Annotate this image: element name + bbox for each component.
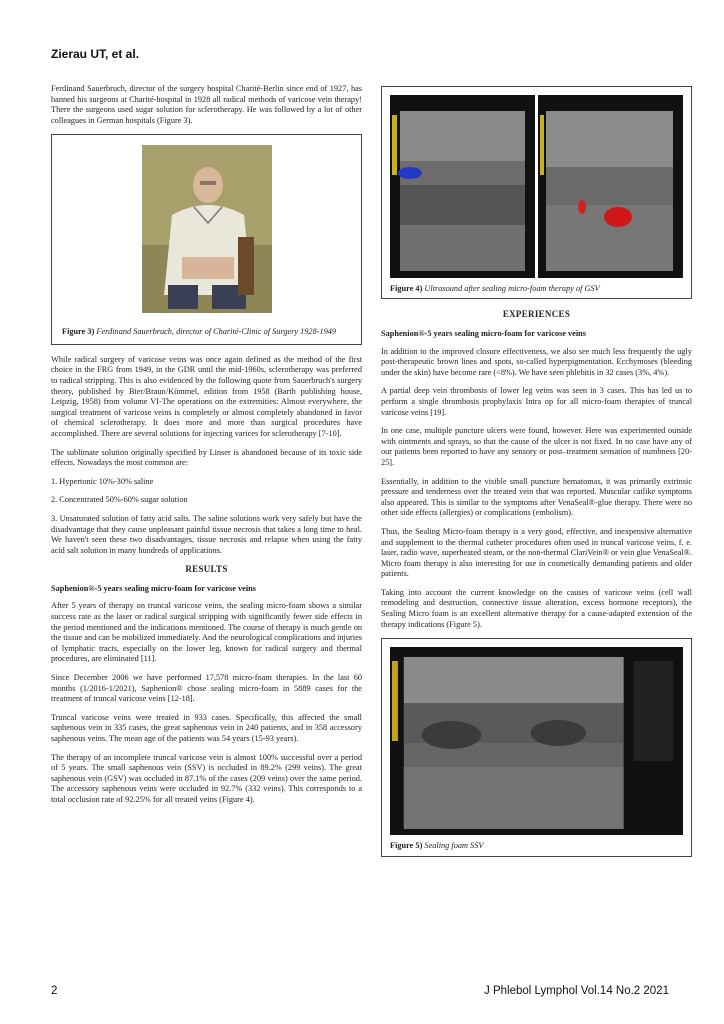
ultrasound-right-panel xyxy=(538,95,683,278)
results-paragraph-2: Since December 2006 we have performed 17,578 micro-foam therapies. In the last 60 months (1/2016-1/2021), Saphenion® chose sealing micro-foam in 5889 cases for the treatment of truncal varicose veins [12-18]. xyxy=(51,673,362,704)
results-paragraph-4: The therapy of an incomplete truncal varicose vein is almost 100% successful over a period of 5 years. The small saphenous vein (SSV) is occluded in 89.2% (299 veins). The great saphenous vein (GSV) was occluded in 87.1% of the cases (209 veins) over the same period. The accessory saphenous veins were occluded in 92.7% (332 veins). This corresponds to a total occlusion rate of 92.25% for all treated veins (Figure 4). xyxy=(51,752,362,804)
portrait-image xyxy=(142,145,272,313)
figure-3 xyxy=(51,134,362,344)
left-column xyxy=(51,84,362,814)
list-item-2: 2. Concentrated 50%-60% sugar solution xyxy=(51,495,188,505)
page-number: 2 xyxy=(51,985,58,997)
ultrasound-right-graphic xyxy=(538,95,683,278)
journal-citation: J Phlebol Lymphol Vol.14 No.2 2021 xyxy=(484,985,669,997)
ultrasound-left-graphic xyxy=(390,95,535,278)
experiences-paragraph-3: In one case, multiple puncture ulcers were found, however. Here was experimented outside with ointments and sprays, so that the cause of the ulcer is not fixed. In no case have any of our patients been reported to have any sensory or post–treatment sensation of numbness [20-25]. xyxy=(381,426,692,467)
results-heading: RESULTS xyxy=(185,564,228,575)
results-paragraph-1: After 5 years of therapy on truncal varicose veins, the sealing micro-foam shows a similar success rate as the laser or radical surgical stripping with significantly fewer side effects in the period mentioned and the indications mentioned. The course of therapy is much gentle on the tissue and can be mobilized immediately. And the neurological complications and injuries of lymphatic tracts, especially on the lower leg, known for radical surgery and thermal procedures, are eliminated [11]. xyxy=(51,601,362,664)
figure-4-caption xyxy=(390,284,683,294)
experiences-paragraph-6: Taking into account the current knowledge on the causes of varicose veins (cell wall remodeling and destruction, connective tissue alteration, excess hormone receptors), the Sealing Micro foam is an excellent alternative therapy for a cause-adapted extension of the therapy indications (Figure 5). xyxy=(381,587,692,629)
experiences-paragraph-5: Thus, the Sealing Micro-foam therapy is a very good, effective, and inexpensive alternative and supplement to the thermal catheter procedures often used in truncal varicose veins, f. e. laser, radio wave, superheated steam, or the non-thermal ClariVein® or vein glue VenaSeal®. Micro foam therapy is also interesting for use in cosmetically demanding patients and older patients. xyxy=(381,526,692,579)
ultrasound-left-panel xyxy=(390,95,535,278)
figure-5-caption xyxy=(390,841,683,851)
figure-5 xyxy=(381,638,692,856)
results-paragraph-3: Truncal varicose veins were treated in 933 cases. Specifically, this affected the small saphenous vein in 335 cases, the great saphenous vein in 240 patients, and in 358 accessory saphenous veins. The mean age of the patients was 54 years (15-93 years). xyxy=(51,712,362,743)
figure-3-caption xyxy=(62,327,351,337)
list-item-1: 1. Hypertonic 10%-30% saline xyxy=(51,476,154,486)
figure-5-caption-text: Sealing foam SSV xyxy=(424,841,484,851)
portrait-figure-graphic xyxy=(142,145,272,313)
figure-4-caption-text: Ultrasound after sealing micro-foam therapy of GSV xyxy=(424,284,600,293)
figure-4 xyxy=(381,86,692,299)
ultrasound-ssv-graphic xyxy=(390,647,683,835)
experiences-paragraph-2: A partial deep vein thrombosis of lower leg veins was seen in 3 cases. This has led us to perform a single thrombosis prophylaxis Intra op for all micro-foam therapies of truncal varicose veins [19]. xyxy=(381,386,692,417)
experiences-heading: EXPERIENCES xyxy=(502,309,571,320)
results-subheading: Saphenion®-5 years sealing micro-foam for varicose veins xyxy=(51,583,256,593)
list-item-3: 3. Unsaturated solution of fatty acid salts. The saline solutions work very safely but have the disadvantage that they cause unpleasant painful tissue necrosis that takes a long time to heal. We haven't seen these two disadvantages, tissue necrosis and relapse when using the fatty acid salt solution in many hundreds of applications. xyxy=(51,513,362,555)
experiences-subheading: Saphenion®-5 years sealing micro-foam for varicose veins xyxy=(381,329,586,338)
figure-5-caption-label: Figure 5) xyxy=(390,841,423,851)
experiences-paragraph-1: In addition to the improved closure effectiveness, we also see much less frequently the ugly post-therapeutic brown lines and spots, so-called hyperpigmentation. Ecchymoses (bleeding under the skin) have become rare (<8%). We have seen phlebitis in 32 cases (3%, 4%). xyxy=(381,346,692,377)
intro-paragraph: Ferdinand Sauerbruch, director of the surgery hospital Charité-Berlin since end of 1927, has banned his surgeons at Charité-hospital in 1928 all radical methods of varicose vein therapy! There the surgeons used sugar solution for sclerotherapy. He was followed by a lot of other colleagues in German hospitals (Figure 3). xyxy=(51,84,362,125)
sublimate-paragraph: The sublimate solution originally specified by Linser is abandoned because of its toxic side effects. Nowadays the most common are: xyxy=(51,447,362,468)
experiences-paragraph-4: Essentially, in addition to the visible small puncture hematomas, it was primarily extrinsic pressure and tenderness over the treated vein that was reported. Muscular catlike symptoms also appeared. This is similar to the symptoms after VenaSeal®-glue therapy. There were no other side effects (allergies) or complications (embolism). xyxy=(381,476,692,518)
figure-3-caption-label: Figure 3) xyxy=(62,327,95,337)
sclerotherapy-history-paragraph: While radical surgery of varicose veins was once again defined as the method of the first choice in the FRG from 1949, in the GDR until the mid-1960s, sclerotherapy was preferred to radical stripping. This is also evidenced by the following quote from Sauerbruch's surgery theory, published by Bier/Braun/Kümmel, edition from 1958 (Barth publishing house, Leipzig, 1958) from volume VI-The operations on the extremities: Almost everywhere, the surgical treatment of varicose veins is completely or almost completely abandoned in favor of chemical sclerotherapy. It does more and more than surgical procedures have accomplished. There are several solutions for injecting varices for sclerotherapy [7-10]. xyxy=(51,354,362,438)
figure-3-caption-text: Ferdinand Sauerbruch, director of Charité-Clinic of Surgery 1928-1949 xyxy=(96,327,337,337)
ultrasound-images-gsv xyxy=(390,95,683,278)
ultrasound-image-ssv xyxy=(390,647,683,835)
right-column xyxy=(381,86,692,867)
figure-4-caption-label: Figure 4) xyxy=(390,284,423,293)
running-header-authors: Zierau UT, et al. xyxy=(51,47,140,61)
